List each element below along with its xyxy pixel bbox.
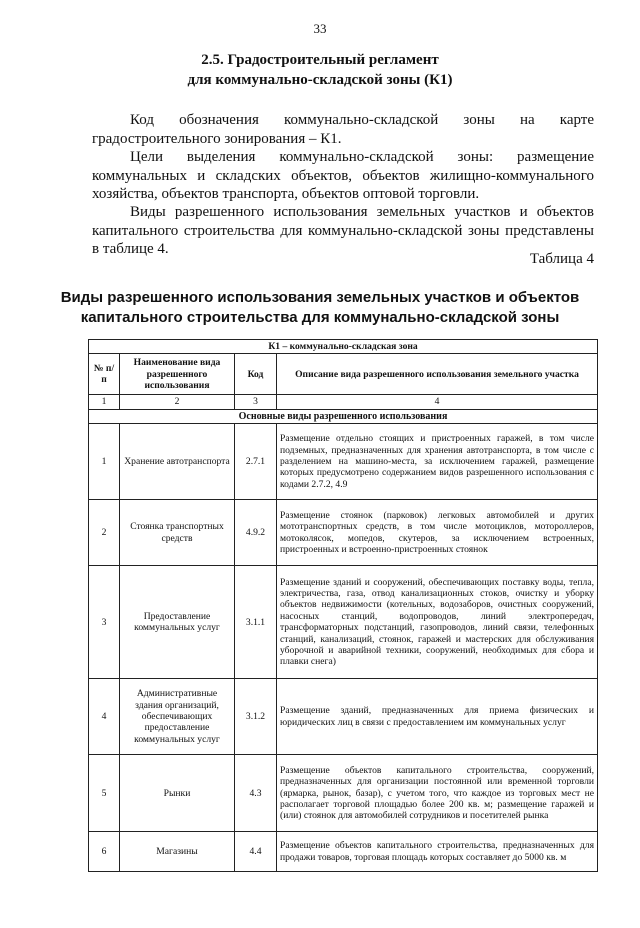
row-name: Магазины [120,832,235,872]
row-desc: Размещение зданий и сооружений, обеспечивающих поставку воды, тепла, электричества, газа, отвод канализационных стоков, очистку и уборку объектов недвижимости (котельных, водозаборов, очистных сооружений, насосных станций, водопроводов, линий электропередач, трансформаторных подстанций, газопроводов, линий связи, телефонных станций, канализаций, стоянок, гаражей и мастерских для обслуживания уборочной и аварийной техники, сооружений, необходимых для сбора и плавки снега) [277,566,598,679]
row-code: 4.4 [235,832,277,872]
row-code: 2.7.1 [235,424,277,500]
section-title-line1: 2.5. Градостроительный регламент [201,52,439,68]
row-desc: Размещение зданий, предназначенных для приема физических и юридических лиц в связи с предоставлением им коммунальных услуг [277,679,598,755]
table-row [89,500,598,566]
row-code: 4.9.2 [235,500,277,566]
row-code: 3.1.1 [235,566,277,679]
table-row [89,424,598,500]
table-row [89,566,598,679]
column-number-row [89,395,598,409]
row-name: Рынки [120,755,235,832]
col-number: 4 [277,395,598,409]
row-code: 4.3 [235,755,277,832]
paragraph-text: Код обозначения коммунально-складской зоны на карте градостроительного зонирования – К1. [92,112,594,147]
zone-header-row [89,340,598,354]
row-desc: Размещение объектов капитального строительства, предназначенных для продажи товаров, торговая площадь которых составляет до 5000 кв. м [277,832,598,872]
row-desc: Размещение объектов капитального строительства, сооружений, предназначенных для организации постоянной или временной торговли (ярмарка, рынок, базар), с учетом того, что каждое из торговых мест не располагает торговой площадью более 200 кв. м; размещение гаражей и (или) стоянок для автомобилей сотрудников и посетителей рынка [277,755,598,832]
row-no: 4 [89,679,120,755]
section-title [0,50,640,90]
row-name: Предоставление коммунальных услуг [120,566,235,679]
paragraph-permitted-uses [92,203,594,259]
table-title-line1: Виды разрешенного использования земельных участков и объектов [60,289,580,306]
permitted-uses-table [88,339,598,872]
column-header-row [89,354,598,395]
table-caption: Таблица 4 [529,251,594,267]
row-name: Хранение автотранспорта [120,424,235,500]
zone-header: К1 – коммунально-складская зона [89,340,598,354]
row-no: 2 [89,500,120,566]
col-number: 2 [120,395,235,409]
col-number: 3 [235,395,277,409]
table-row [89,679,598,755]
row-desc: Размещение стоянок (парковок) легковых автомобилей и других мототранспортных средств, в том числе мотоциклов, мотороллеров, мотоколясок, мопедов, скутеров, за исключением встроенных, пристроенных и встроенно-пристроенных стоянок [277,500,598,566]
header-desc: Описание вида разрешенного использования земельного участка [277,354,598,395]
paragraph-text: Виды разрешенного использования земельных участков и объектов капитального строительства для коммунально-складской зоны представлены в таблице 4. [92,204,594,257]
table-title-line2: капитального строительства для коммунально-складской зоны [80,309,560,326]
paragraph-zone-goals [92,148,594,204]
paragraph-zone-code [92,111,594,148]
row-code: 3.1.2 [235,679,277,755]
table-title [0,288,640,328]
page-number: 33 [313,21,327,36]
row-desc: Размещение отдельно стоящих и пристроенных гаражей, в том числе подземных, предназначенных для хранения автотранспорта, в том числе с разделением на машино-места, за исключением гаражей, размещение которых предусмотрено содержанием видов разрешенного использования с кодами 2.7.2, 4.9 [277,424,598,500]
table-row [89,755,598,832]
paragraph-text: Цели выделения коммунально-складской зоны: размещение коммунальных и складских объектов, объектов жилищно-коммунального хозяйства, объектов транспорта, объектов оптовой торговли. [92,149,594,202]
row-no: 5 [89,755,120,832]
row-name: Административные здания организаций, обеспечивающих предоставление коммунальных услуг [120,679,235,755]
group-label: Основные виды разрешенного использования [89,409,598,423]
row-no: 1 [89,424,120,500]
group-row [89,409,598,423]
row-no: 3 [89,566,120,679]
header-code: Код [235,354,277,395]
header-name: Наименование вида разрешенного использования [120,354,235,395]
col-number: 1 [89,395,120,409]
table-row [89,832,598,872]
section-title-line2: для коммунально-складской зоны (К1) [187,72,453,88]
header-no: № п/п [89,354,120,395]
row-name: Стоянка транспортных средств [120,500,235,566]
row-no: 6 [89,832,120,872]
